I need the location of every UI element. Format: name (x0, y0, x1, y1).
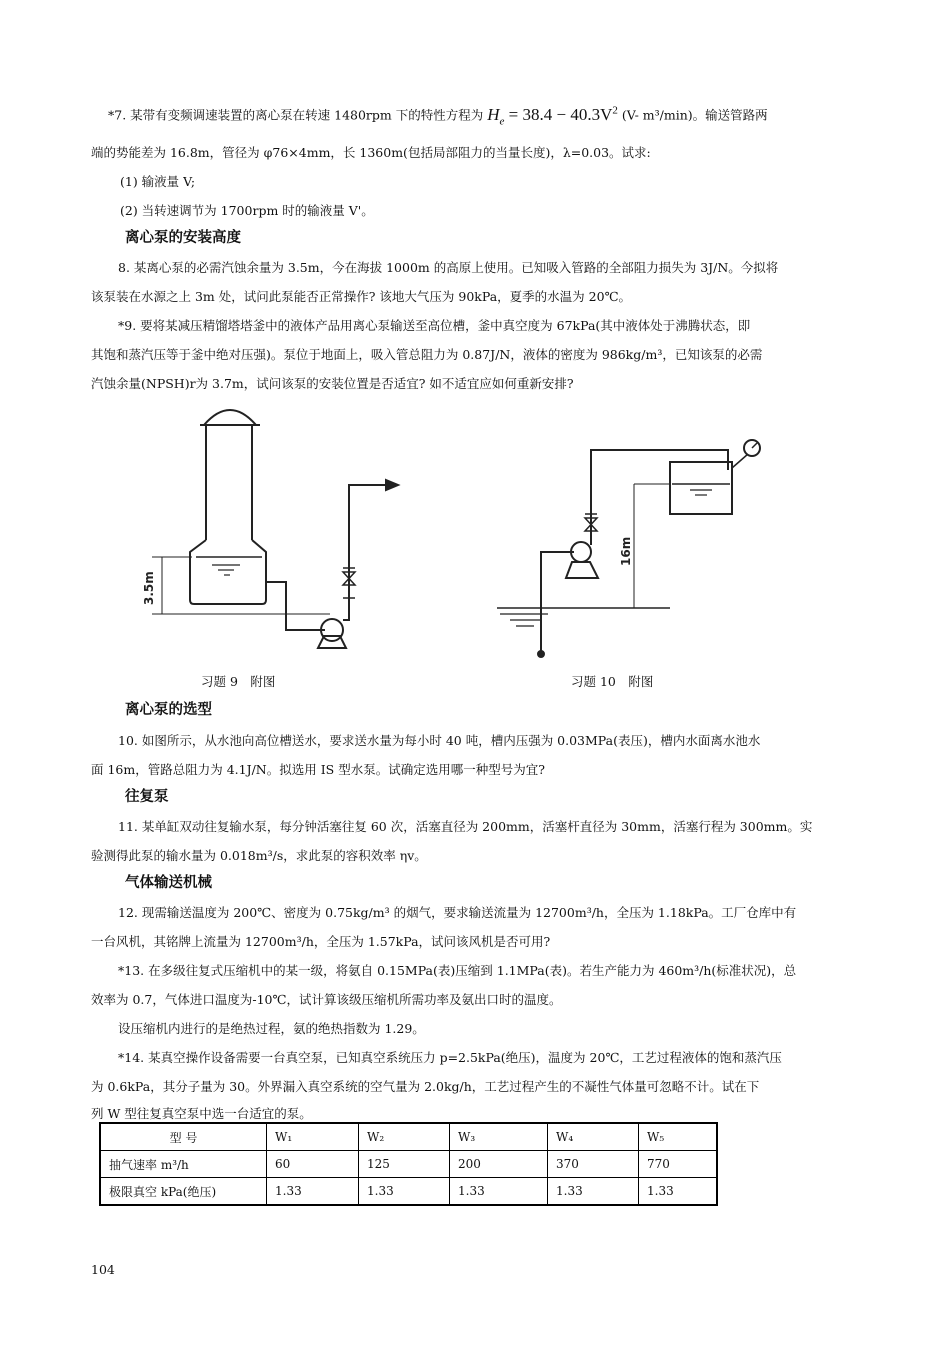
problem-14-line-1: *14. 某真空操作设备需要一台真空泵，已知真空系统压力 p=2.5kPa(绝压)，温度为 20℃，工艺过程液体的饱和蒸汽压 (118, 1050, 782, 1065)
problem-7-text-b: (V- m³/min)。输送管路两 (621, 107, 768, 123)
table-header-cell: W₃ (450, 1123, 548, 1151)
problem-14-line-2: 为 0.6kPa，其分子量为 30。外界漏入真空系统的空气量为 2.0kg/h，工艺过程产生的不凝性气体量可忽略不计。试在下 (91, 1079, 760, 1094)
table-cell: 1.33 (639, 1178, 718, 1206)
problem-10-line-1: 10. 如图所示，从水池向高位槽送水，要求送水量为每小时 40 吨，槽内压强为 0.03MPa(表压)，槽内水面离水池水 (118, 733, 761, 748)
section-heading-installation-height: 离心泵的安装高度 (125, 230, 241, 246)
table-header-cell: W₁ (267, 1123, 359, 1151)
problem-12-line-1: 12. 现需输送温度为 200℃、密度为 0.75kg/m³ 的烟气，要求输送流量为 12700m³/h，全压为 1.18kPa。工厂仓库中有 (118, 905, 797, 920)
table-cell: 60 (267, 1151, 359, 1178)
problem-7-text-a: *7. 某带有变频调速装置的离心泵在转速 1480rpm 下的特性方程为 (108, 107, 484, 123)
vacuum-pump-table (99, 1122, 718, 1206)
problem-7-line-2: 端的势能差为 16.8m，管径为 φ76×4mm，长 1360m(包括局部阻力的当量长度)，λ=0.03。试求: (91, 145, 651, 160)
problem-11-line-2: 验测得此泵的输水量为 0.018m³/s，求此泵的容积效率 ηv。 (91, 848, 427, 863)
problem-7-formula: $H_e = 38.4 - 40.3V^2$ (487, 104, 618, 128)
table-header-cell: 型 号 (100, 1123, 267, 1151)
problem-8-line-2: 该泵装在水源之上 3m 处，试问此泵能否正常操作? 该地大气压为 90kPa，夏季的水温为 20℃。 (91, 289, 632, 304)
section-heading-reciprocating-pump: 往复泵 (125, 789, 169, 805)
problem-13-line-3: 设压缩机内进行的是绝热过程，氨的绝热指数为 1.29。 (118, 1021, 425, 1036)
problem-13-line-2: 效率为 0.7，气体进口温度为-10℃，试计算该级压缩机所需功率及氨出口时的温度。 (91, 992, 562, 1007)
section-heading-pump-selection: 离心泵的选型 (125, 702, 212, 718)
problem-10-line-2: 面 16m，管路总阻力为 4.1J/N。拟选用 IS 型水泵。试确定选用哪一种型号为宜? (91, 762, 545, 777)
problem-7-line-1 (108, 104, 768, 127)
problem-12-line-2: 一台风机，其铭牌上流量为 12700m³/h，全压为 1.57kPa，试问该风机是否可用? (91, 934, 551, 949)
table-cell: 1.33 (450, 1178, 548, 1206)
problem-7-question-2: (2) 当转速调节为 1700rpm 时的输液量 V'。 (120, 203, 374, 218)
table-cell: 200 (450, 1151, 548, 1178)
problem-9-line-1: *9. 要将某减压精馏塔塔釜中的液体产品用离心泵输送至高位槽，釜中真空度为 67kPa(其中液体处于沸腾状态，即 (118, 318, 751, 333)
problem-8-line-1: 8. 某离心泵的必需汽蚀余量为 3.5m，今在海拔 1000m 的高原上使用。已知吸入管路的全部阻力损失为 3J/N。今拟将 (118, 260, 779, 275)
table-cell: 770 (639, 1151, 718, 1178)
figure-9-caption: 习题 9 附图 (201, 674, 276, 689)
figure-9-diagram (152, 410, 398, 648)
table-cell: 1.33 (548, 1178, 639, 1206)
problem-9-line-3: 汽蚀余量(NPSH)r为 3.7m，试问该泵的安装位置是否适宜? 如不适宜应如何重新安排? (91, 376, 574, 391)
table-cell: 1.33 (267, 1178, 359, 1206)
table-header-cell: W₄ (548, 1123, 639, 1151)
problem-11-line-1: 11. 某单缸双动往复输水泵，每分钟活塞往复 60 次，活塞直径为 200mm，活塞杆直径为 30mm，活塞行程为 300mm。实 (118, 819, 813, 834)
table-cell: 极限真空 kPa(绝压) (100, 1178, 267, 1206)
section-heading-gas-machinery: 气体输送机械 (125, 875, 212, 891)
figure-9-dimension-label: 3.5m (142, 571, 156, 605)
problem-7-question-1: (1) 输液量 V; (120, 174, 196, 189)
table-header-row (100, 1123, 717, 1151)
figure-10-caption: 习题 10 附图 (571, 674, 654, 689)
table-row (100, 1151, 717, 1178)
table-cell: 1.33 (359, 1178, 450, 1206)
figure-10-dimension-label: 16m (619, 536, 633, 566)
table-header-cell: W₂ (359, 1123, 450, 1151)
table-cell: 抽气速率 m³/h (100, 1151, 267, 1178)
table-row (100, 1178, 717, 1206)
problem-9-line-2: 其饱和蒸汽压等于釜中绝对压强)。泵位于地面上，吸入管总阻力为 0.87J/N，液体的密度为 986kg/m³，已知该泵的必需 (91, 347, 763, 362)
table-cell: 370 (548, 1151, 639, 1178)
table-header-cell: W₅ (639, 1123, 718, 1151)
problem-14-line-3: 列 W 型往复真空泵中选一台适宜的泵。 (91, 1106, 312, 1121)
page-number: 104 (91, 1262, 115, 1277)
problem-13-line-1: *13. 在多级往复式压缩机中的某一级，将氨自 0.15MPa(表)压缩到 1.1MPa(表)。若生产能力为 460m³/h(标准状况)，总 (118, 963, 797, 978)
figure-area (0, 395, 952, 670)
table-cell: 125 (359, 1151, 450, 1178)
